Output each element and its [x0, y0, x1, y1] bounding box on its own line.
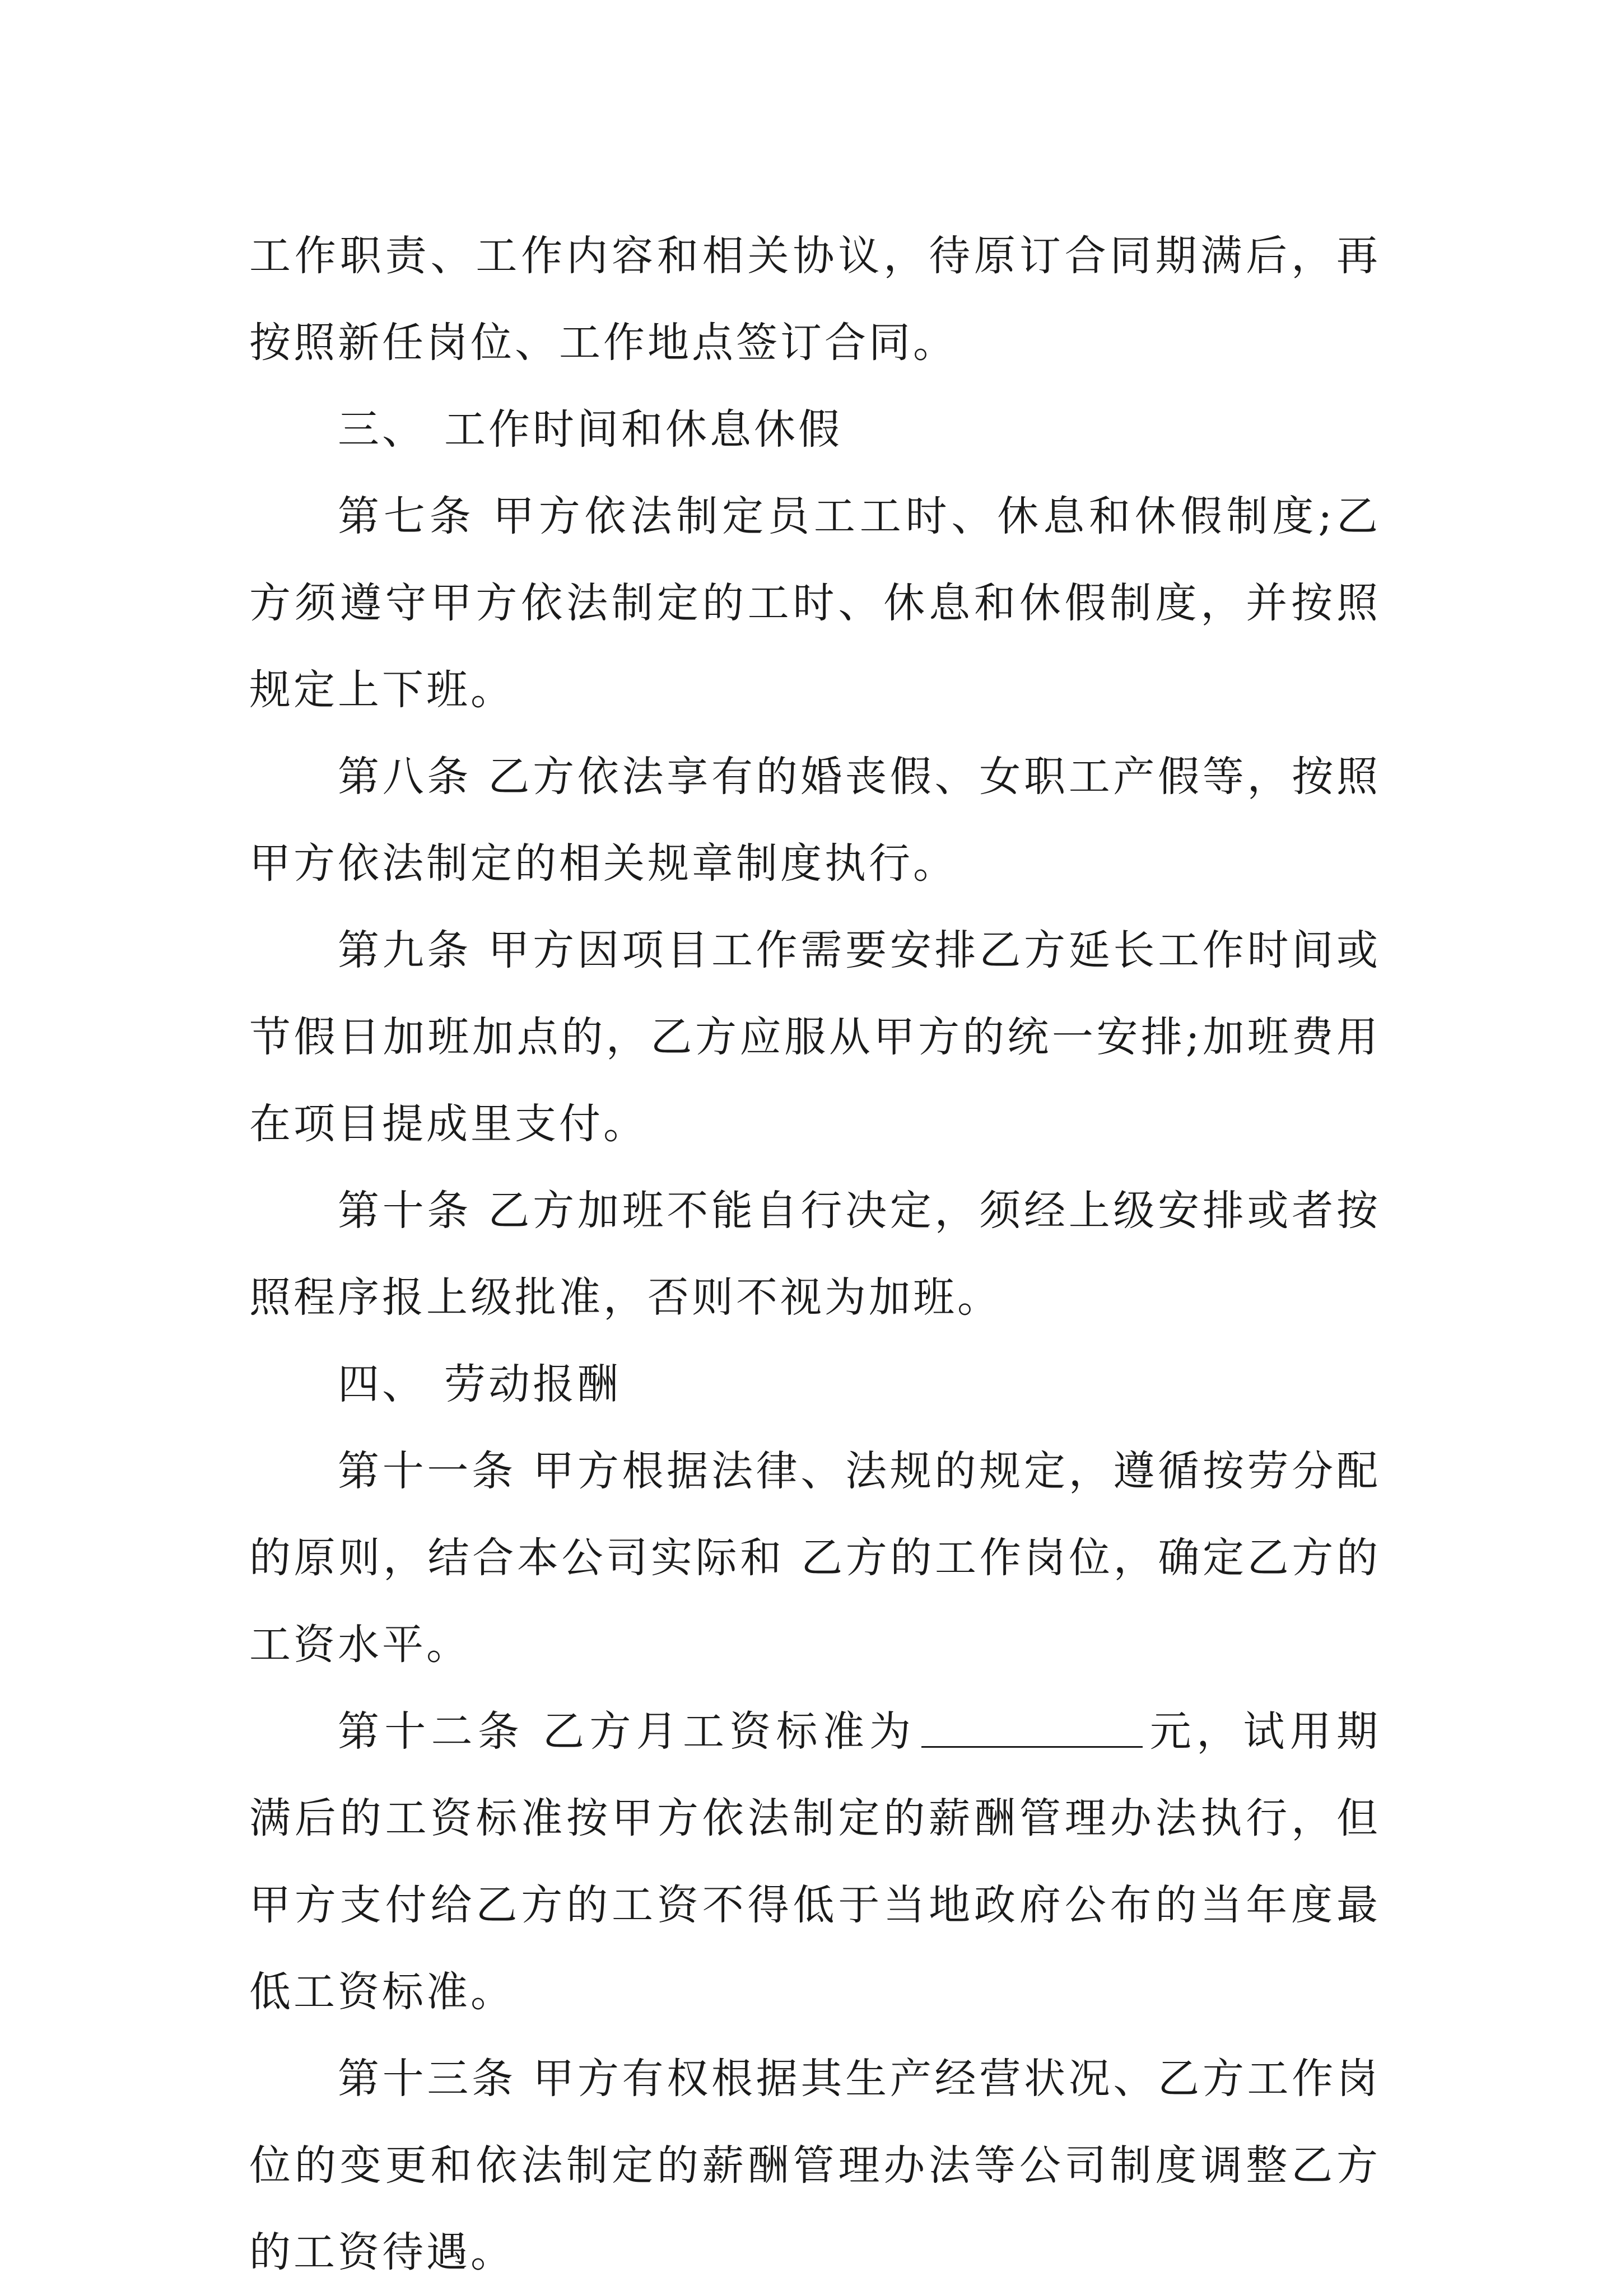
- section-heading-3: [249, 386, 1381, 473]
- section-title: 工作时间和休息休假: [444, 405, 842, 454]
- article-8: 第八条 乙方依法享有的婚丧假、女职工产假等，按照甲方依法制定的相关规章制度执行。: [249, 753, 1381, 888]
- document-page: [249, 213, 1381, 2296]
- article-12: [249, 1688, 1381, 2036]
- paragraph-continued: 工作职责、工作内容和相关协议，待原订合同期满后，再按照新任岗位、工作地点签订合同。: [249, 232, 1381, 367]
- section-heading-4: [249, 1341, 1381, 1428]
- section-title: 劳动报酬: [444, 1360, 621, 1408]
- section-number: 三、: [338, 405, 426, 454]
- article-13: 第十三条 甲方有权根据其生产经营状况、乙方工作岗位的变更和依法制定的薪酬管理办法等公司制度调整乙方的工资待遇。: [249, 2055, 1381, 2276]
- article-12-rest: 元，试用期满后的工资标准按甲方依法制定的薪酬管理办法执行，但甲方支付给乙方的工资不得低于当地政府公布的当年度最低工资标准。: [249, 1707, 1381, 2016]
- article-12-lead: 第十二条 乙方月工资标准为: [338, 1707, 916, 1756]
- section-number: 四、: [338, 1360, 426, 1408]
- article-9: 第九条 甲方因项目工作需要安排乙方延长工作时间或节假日加班加点的，乙方应服从甲方的统一安排;加班费用在项目提成里支付。: [249, 926, 1381, 1148]
- article-11: 第十一条 甲方根据法律、法规的规定，遵循按劳分配的原则，结合本公司实际和 乙方的工作岗位，确定乙方的工资水平。: [249, 1447, 1381, 1669]
- article-10: 第十条 乙方加班不能自行决定，须经上级安排或者按照程序报上级批准，否则不视为加班。: [249, 1187, 1381, 1322]
- article-7: 第七条 甲方依法制定员工工时、休息和休假制度;乙方须遵守甲方依法制定的工时、休息和休假制度，并按照规定上下班。: [249, 492, 1381, 714]
- salary-blank-line: [921, 1746, 1143, 1748]
